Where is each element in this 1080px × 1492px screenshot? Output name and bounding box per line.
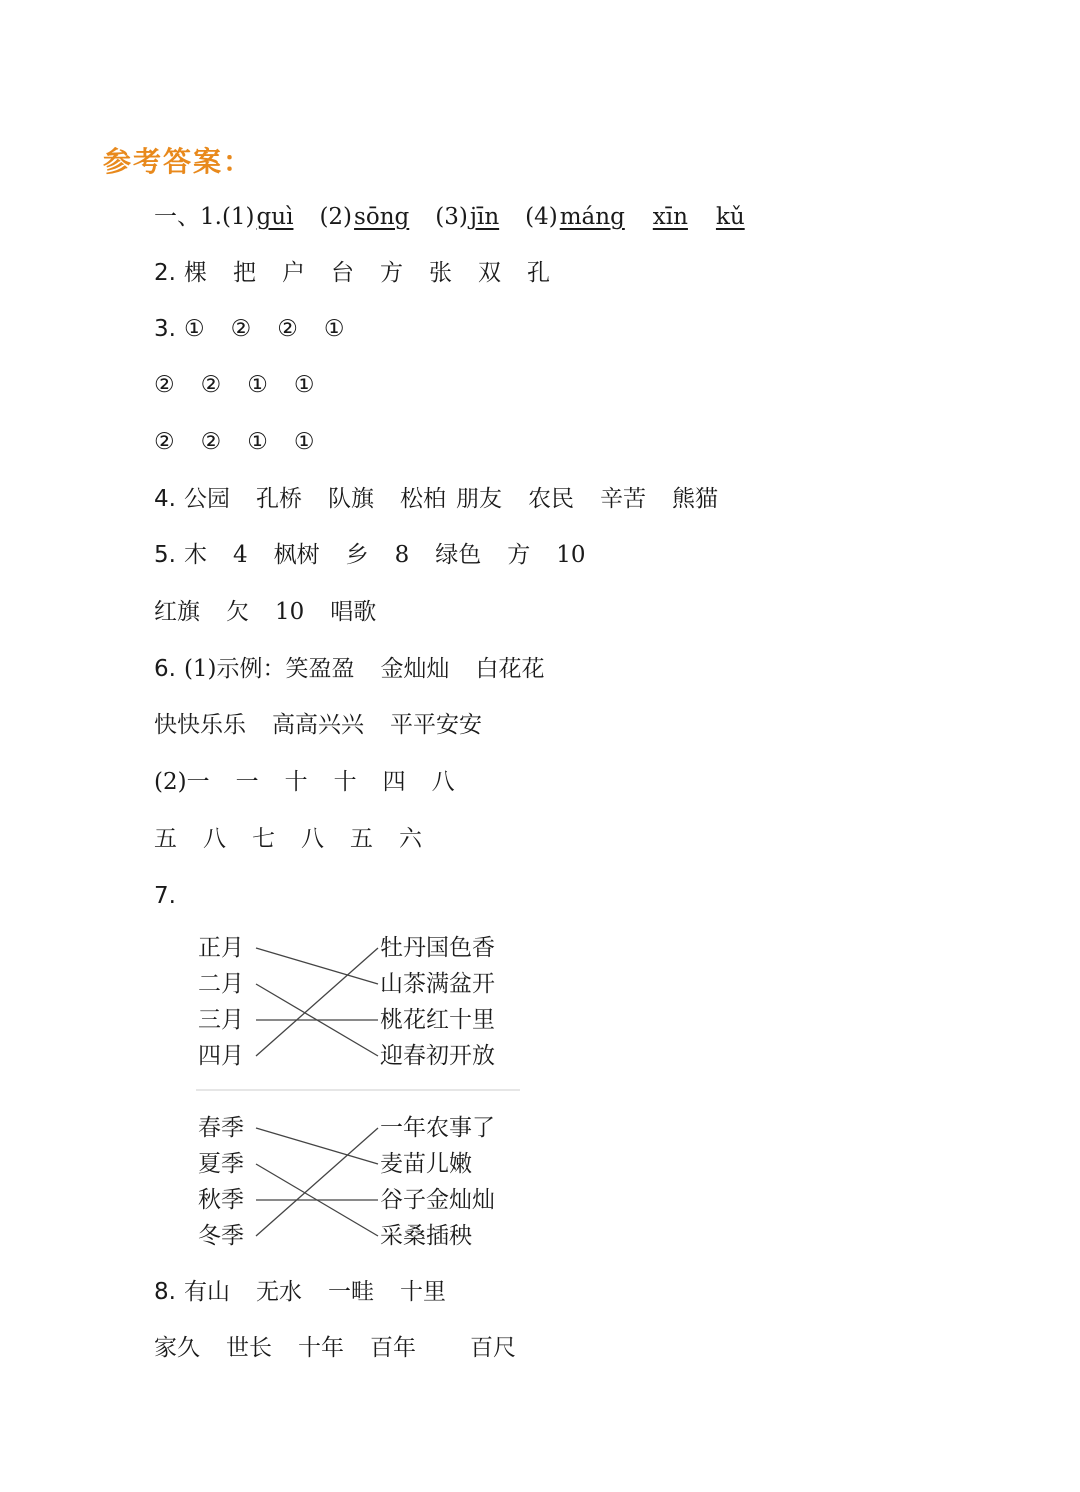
q7-g1-left-item: 二月 [198,971,244,997]
q7-g1-left-item: 正月 [198,935,244,961]
q4-item: 孔桥 [255,486,302,512]
q3-choice: ② [154,429,175,455]
q4-item: 辛苦 [599,486,646,512]
q7-group1-links [256,948,378,1056]
q6-item: 平平安安 [390,712,482,738]
q7-g1-right-item: 牡丹国色香 [380,935,495,961]
q6-sub2-label: (2) [154,769,187,795]
q6-number: 6. [154,656,176,682]
answer-title: 参考答案： [103,145,254,178]
q5-item: 枫树 [273,542,320,568]
q8-item: 一畦 [327,1279,374,1305]
q5-item: 欠 [226,599,249,625]
q6-item: 六 [399,826,422,852]
q8-item: 家久 [154,1335,200,1361]
q6-item: 八 [203,826,226,852]
q5-number: 5. [154,542,176,568]
q4-item: 队旗 [327,486,374,512]
q2-item: 方 [379,260,403,286]
q6-sub1-label: (1)示例： [183,656,286,682]
q7-g1-left-item: 四月 [198,1043,244,1069]
q6-item: 四 [382,769,406,795]
q6-item: 十 [284,769,308,795]
q8-item: 百年 [370,1335,416,1361]
q1-pinyin: guì [256,204,294,230]
q3-choice: ② [154,372,175,398]
q7-g2-right-item: 谷子金灿灿 [380,1187,495,1213]
q7-link-line [256,948,378,984]
q6-item: 八 [301,826,324,852]
q6-item: 五 [350,826,373,852]
q3-choice: ① [183,316,205,342]
q7-g2-left-item: 冬季 [198,1223,244,1249]
q5-item: 绿色 [435,542,482,568]
q8-item: 世长 [226,1335,272,1361]
q5-item: 4 [232,542,248,568]
q7-g1-left-item: 三月 [198,1007,244,1033]
q6-item: 白花花 [475,656,545,682]
q6-item: 五 [154,826,177,852]
q6-item: 快快乐乐 [154,712,246,738]
q3-choice: ① [293,429,315,455]
q6-item: 八 [431,769,455,795]
q2-item: 台 [330,260,354,286]
q3-choice: ② [200,372,222,398]
q3-choice: ① [247,429,268,455]
q3-number: 3. [154,316,176,342]
q2-item: 棵 [183,260,207,286]
q3-choice: ① [323,316,345,342]
q5-item: 红旗 [154,599,200,625]
q5-item: 10 [556,542,586,568]
q1-label: (4) [525,204,558,230]
q6-item: 十 [333,769,357,795]
q7-g2-left-item: 秋季 [198,1187,244,1213]
q1-pinyin: máng [559,204,625,230]
q1-label: (3) [435,204,468,230]
q4-item: 农民 [527,486,574,512]
q7-g1-right-item: 山茶满盆开 [380,971,495,997]
q7-g2-right-item: 一年农事了 [380,1115,495,1141]
q5-item: 乡 [345,542,369,568]
q4-number: 4. [154,486,176,512]
q6-item: 笑盈盈 [285,656,355,682]
q6-item: 高高兴兴 [272,712,364,738]
q2-item: 把 [232,260,256,286]
q7-g2-left-item: 春季 [198,1115,244,1141]
q1-pinyin: sōng [354,204,410,230]
q6-item: 金灿灿 [380,656,450,682]
q6-item: 一 [186,769,210,795]
q7-link-line [256,1128,378,1164]
q3-choice: ① [247,372,268,398]
q3-choice: ② [277,316,298,342]
q8-item: 十年 [298,1335,344,1361]
q5-item: 8 [394,542,410,568]
q5-item: 方 [507,542,531,568]
q8-item: 无水 [255,1279,302,1305]
q1-pinyin: jīn [469,204,500,230]
q3-choice: ② [230,316,252,342]
q7-group2-links [256,1128,378,1236]
q2-item: 双 [477,260,501,286]
q8-item: 十里 [399,1279,446,1305]
q7-g1-right-item: 迎春初开放 [380,1043,495,1069]
q1-label: (1) [221,204,255,230]
q6-item: 七 [252,826,275,852]
q7-g2-left-item: 夏季 [198,1151,244,1177]
q5-item: 木 [183,542,207,568]
q3-choice: ① [293,372,315,398]
q8-number: 8. [154,1279,176,1305]
q1-label: (2) [319,204,353,230]
q7-g2-right-item: 麦苗儿嫩 [380,1151,472,1177]
q4-item: 熊猫 [671,486,718,512]
q8-line-1 [154,1275,446,1309]
q8-line-2 [154,1331,516,1365]
q4-item: 公园 [183,486,230,512]
q2-item: 孔 [526,260,550,286]
q4-item: 松柏 [399,486,446,512]
q1-pinyin: kǔ [715,204,745,230]
q1-pinyin: xīn [652,204,688,230]
q6-item: 一 [235,769,259,795]
q7-link-line [256,1128,378,1236]
q7-g2-right-item: 采桑插秧 [380,1223,472,1249]
q5-item: 唱歌 [330,599,377,625]
q7-number: 7. [154,883,176,909]
q1-prefix: 一、1. [154,204,222,230]
q2-item: 户 [281,260,305,286]
q3-choice: ② [200,429,222,455]
q7-g1-right-item: 桃花红十里 [380,1007,495,1033]
q7-link-line [256,948,378,1056]
q8-item: 百尺 [470,1335,516,1361]
q5-item: 10 [275,599,305,625]
q2-item: 张 [428,260,452,286]
q8-item: 有山 [183,1279,230,1305]
q4-item: 朋友 [455,486,502,512]
q2-number: 2. [154,260,176,286]
